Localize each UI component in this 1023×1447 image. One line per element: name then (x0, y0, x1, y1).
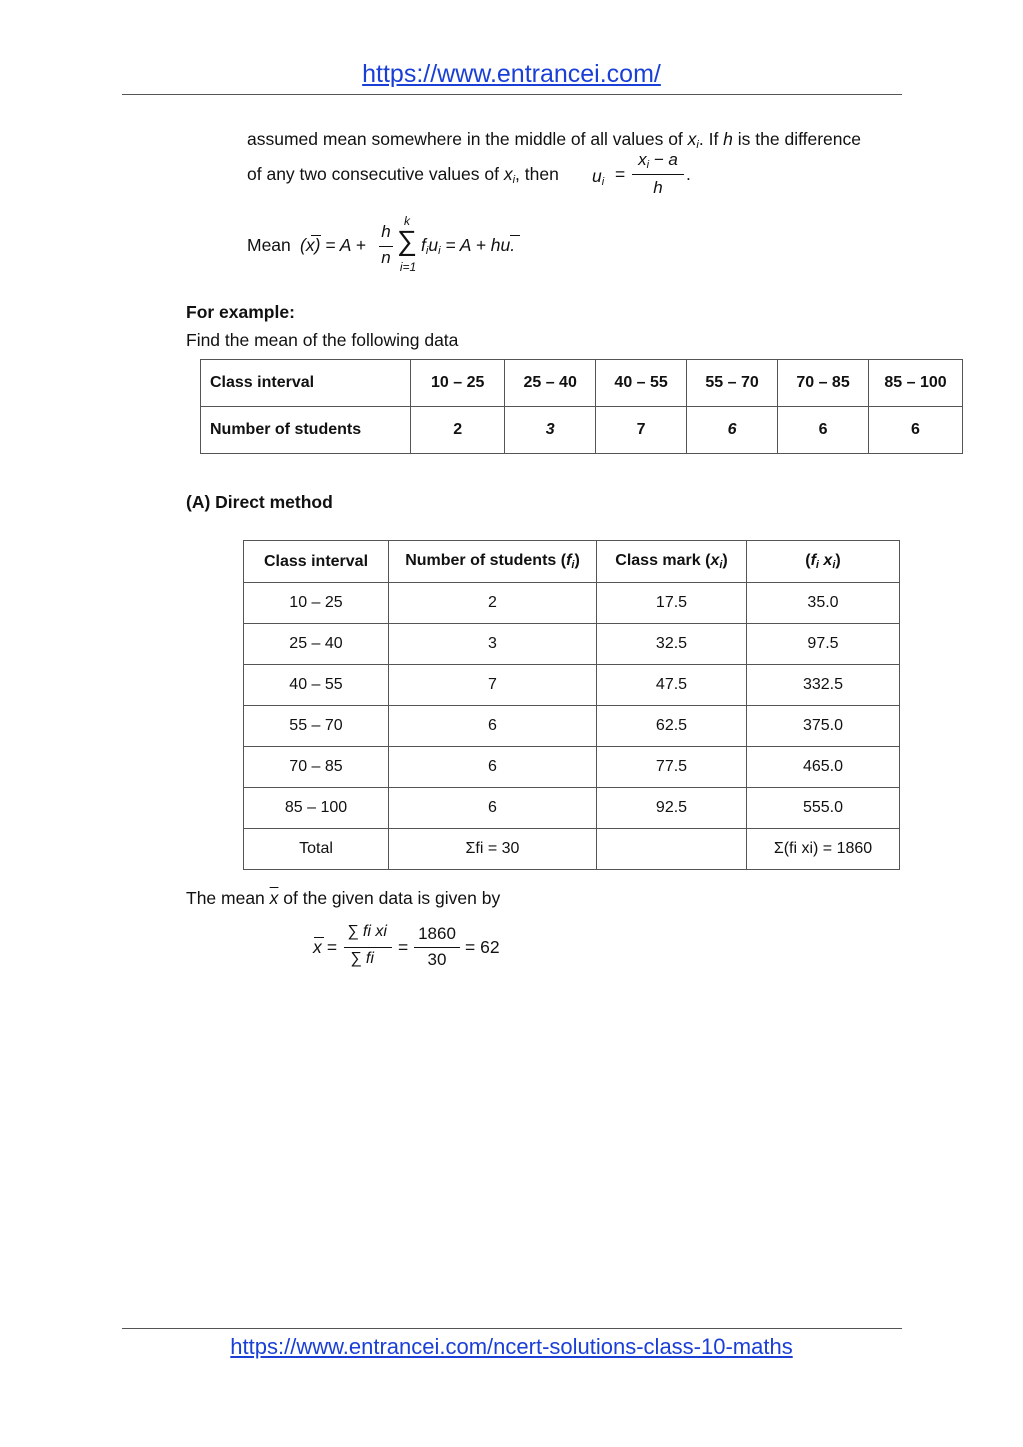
header-divider (122, 94, 902, 95)
table-row: Number of students 2 3 7 6 6 6 (201, 407, 963, 454)
table-row: Class interval 10 – 25 25 – 40 40 – 55 55 – 70 70 – 85 85 – 100 (201, 360, 963, 407)
row-label: Class interval (201, 360, 411, 407)
sum-fx: Σ(fi xi) = 1860 (747, 829, 900, 870)
example-prompt: Find the mean of the following data (186, 330, 459, 350)
intro-line-1: assumed mean somewhere in the middle of all values of $x_i$. If h is the difference (247, 129, 861, 151)
frequency-table (200, 359, 963, 454)
row-label: Number of students (201, 407, 411, 454)
table-row: 55 – 70 6 62.5 375.0 (244, 706, 900, 747)
table-row: 10 – 25 2 17.5 35.0 (244, 583, 900, 624)
table-row: 85 – 100 6 92.5 555.0 (244, 788, 900, 829)
table-row: 40 – 55 7 47.5 332.5 (244, 665, 900, 706)
footer-link[interactable]: https://www.entrancei.com/ncert-solutions-class-10-maths (230, 1334, 793, 1359)
total-label: Total (244, 829, 389, 870)
footer-divider (122, 1328, 902, 1329)
table-row: 25 – 40 3 32.5 97.5 (244, 624, 900, 665)
sum-f: Σfi = 30 (389, 829, 597, 870)
table-row: 70 – 85 6 77.5 465.0 (244, 747, 900, 788)
direct-method-heading: (A) Direct method (186, 492, 333, 512)
table-total-row (244, 829, 900, 870)
example-heading: For example: (186, 302, 295, 322)
table-header-row: Class interval Number of students $(f_i)$ Class mark $(x_i)$ ($f_i$ $x_i$) (244, 541, 900, 583)
direct-method-table (243, 540, 900, 870)
header-link[interactable]: https://www.entrancei.com/ (362, 60, 661, 88)
intro-line-2: of any two consecutive values of $x_i$, then (247, 164, 559, 186)
conclusion-text: The mean $\overline{x}$ of the given data is given by (186, 888, 501, 908)
